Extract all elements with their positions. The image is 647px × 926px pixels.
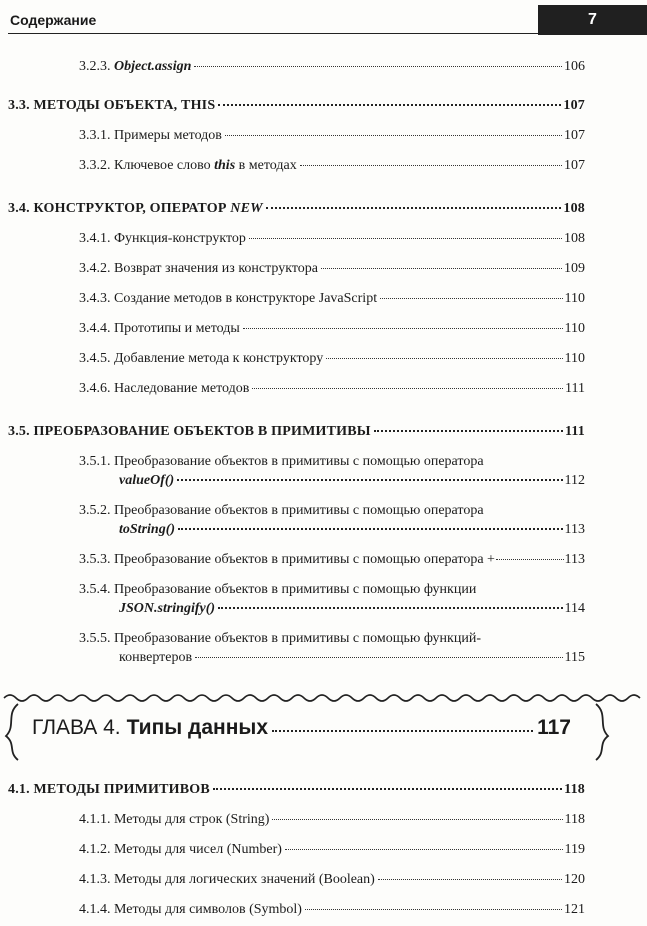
entry-title: Создание методов в конструкторе JavaScript	[114, 291, 378, 306]
toc-entry-3-4-3[interactable]	[79, 290, 585, 308]
toc-section-3-3[interactable]	[8, 97, 585, 115]
dot-leader	[249, 238, 562, 239]
dot-leader	[380, 298, 562, 299]
section-title: МЕТОДЫ ОБЪЕКТА, THIS	[33, 98, 216, 113]
dot-leader	[321, 268, 562, 269]
toc-section-3-5[interactable]	[8, 423, 585, 441]
dot-leader	[213, 788, 562, 790]
dot-leader	[252, 388, 563, 389]
dot-leader	[300, 165, 562, 166]
entry-number: 4.1.2.	[79, 842, 111, 857]
entry-number: 3.4.3.	[79, 291, 111, 306]
entry-page: 110	[564, 291, 585, 306]
entry-page: 107	[564, 128, 585, 143]
chapter-page: 117	[537, 715, 571, 739]
entry-page: 119	[564, 842, 585, 857]
entry-number: 3.5.3.	[79, 552, 111, 567]
entry-title: Функция-конструктор	[114, 231, 246, 246]
dot-leader	[177, 479, 562, 481]
entry-page: 114	[564, 601, 585, 616]
section-number: 3.5.	[8, 424, 30, 439]
chapter-heading[interactable]	[8, 700, 577, 755]
entry-title-line1: Преобразование объектов в примитивы с помощью функции	[114, 582, 477, 597]
dot-leader	[326, 358, 562, 359]
entry-title: Добавление метода к конструктору	[114, 351, 324, 366]
entry-page: 118	[564, 812, 585, 827]
toc-entry-3-3-1[interactable]	[79, 127, 585, 145]
dot-leader	[266, 207, 562, 209]
dot-leader	[272, 730, 533, 732]
entry-number: 3.5.2.	[79, 503, 111, 518]
toc-entry-4-1-2[interactable]	[79, 841, 585, 859]
entry-number: 3.3.1.	[79, 128, 111, 143]
dot-leader	[496, 559, 564, 560]
entry-title: Object.assign	[114, 59, 192, 74]
entry-title-start: Ключевое слово	[114, 158, 211, 173]
toc-entry-3-3-2[interactable]	[79, 157, 585, 175]
entry-keyword: this	[214, 158, 236, 173]
entry-page: 121	[564, 902, 585, 917]
page-number-box	[538, 5, 647, 35]
dot-leader	[272, 819, 562, 820]
entry-title-line1: Преобразование объектов в примитивы с помощью функций-	[114, 631, 481, 646]
section-number: 3.3.	[8, 98, 30, 113]
section-number: 3.4.	[8, 201, 30, 216]
entry-title: Методы для символов (Symbol)	[114, 902, 302, 917]
entry-number: 3.5.4.	[79, 582, 111, 597]
entry-number: 3.5.1.	[79, 454, 111, 469]
running-header-title: Содержание	[10, 12, 97, 28]
entry-number: 4.1.1.	[79, 812, 111, 827]
section-title: ПРЕОБРАЗОВАНИЕ ОБЪЕКТОВ В ПРИМИТИВЫ	[33, 424, 371, 439]
dot-leader	[218, 607, 562, 609]
entry-page: 113	[564, 522, 585, 537]
entry-title-line1: Преобразование объектов в примитивы с помощью оператора	[114, 503, 484, 518]
section-title: КОНСТРУКТОР, ОПЕРАТОР	[33, 201, 227, 216]
entry-page: 115	[564, 650, 585, 665]
entry-page: 112	[564, 473, 585, 488]
entry-number: 3.4.5.	[79, 351, 111, 366]
entry-title-line1: Преобразование объектов в примитивы с помощью оператора	[114, 454, 484, 469]
entry-title-line2: toString()	[119, 522, 176, 537]
toc-entry-3-4-2[interactable]	[79, 260, 585, 278]
toc-entry-3-4-4[interactable]	[79, 320, 585, 338]
section-page: 118	[564, 782, 585, 797]
dot-leader	[378, 879, 562, 880]
entry-page: 110	[564, 351, 585, 366]
dot-leader	[305, 909, 562, 910]
page-number: 7	[588, 11, 597, 28]
entry-title: Возврат значения из конструктора	[114, 261, 318, 276]
header-rule	[8, 33, 542, 34]
entry-number: 3.4.6.	[79, 381, 111, 396]
entry-title: Методы для логических значений (Boolean)	[114, 872, 375, 887]
toc-entry-3-4-5[interactable]	[79, 350, 585, 368]
entry-title: Преобразование объектов в примитивы с помощью оператора +	[114, 552, 495, 567]
toc-entry-3-5-2[interactable]	[79, 501, 585, 539]
entry-number: 3.3.2.	[79, 158, 111, 173]
entry-page: 120	[564, 872, 585, 887]
entry-page: 108	[564, 231, 585, 246]
entry-title: Наследование методов	[114, 381, 250, 396]
dot-leader	[195, 657, 562, 658]
toc-entry-3-2-3[interactable]	[79, 58, 585, 76]
entry-page: 106	[564, 59, 585, 74]
dot-leader	[285, 849, 563, 850]
entry-page: 109	[564, 261, 585, 276]
dot-leader	[218, 104, 561, 106]
toc-entry-3-5-5[interactable]	[79, 629, 585, 667]
entry-number: 3.2.3.	[79, 59, 111, 74]
toc-entry-4-1-4[interactable]	[79, 901, 585, 919]
entry-title-line2: valueOf()	[119, 473, 175, 488]
toc-entry-3-4-1[interactable]	[79, 230, 585, 248]
entry-page: 111	[565, 381, 585, 396]
section-page: 111	[564, 424, 585, 439]
toc-entry-4-1-3[interactable]	[79, 871, 585, 889]
section-page: 108	[563, 201, 585, 216]
dot-leader	[374, 430, 563, 432]
entry-title: Прототипы и методы	[114, 321, 240, 336]
dot-leader	[243, 328, 563, 329]
entry-number: 4.1.3.	[79, 872, 111, 887]
section-number: 4.1.	[8, 782, 30, 797]
entry-number: 3.4.2.	[79, 261, 111, 276]
entry-title-line2: JSON.stringify()	[119, 601, 216, 616]
entry-number: 3.4.1.	[79, 231, 111, 246]
entry-title: Методы для чисел (Number)	[114, 842, 282, 857]
entry-page: 110	[564, 321, 585, 336]
entry-number: 4.1.4.	[79, 902, 111, 917]
entry-title-end: в методах	[238, 158, 297, 173]
dot-leader	[194, 66, 562, 67]
toc-entry-3-5-3[interactable]	[79, 551, 585, 569]
chapter-label: ГЛАВА 4.	[32, 715, 121, 739]
entry-number: 3.4.4.	[79, 321, 111, 336]
dot-leader	[178, 528, 563, 530]
toc-entry-3-5-4[interactable]	[79, 580, 585, 618]
toc-entry-3-5-1[interactable]	[79, 452, 585, 490]
chapter-title: Типы данных	[126, 715, 269, 739]
entry-page: 107	[564, 158, 585, 173]
toc-entry-4-1-1[interactable]	[79, 811, 585, 829]
section-keyword: NEW	[230, 201, 263, 216]
section-title: МЕТОДЫ ПРИМИТИВОВ	[33, 782, 210, 797]
entry-title: Методы для строк (String)	[114, 812, 270, 827]
entry-page: 113	[564, 552, 585, 567]
entry-number: 3.5.5.	[79, 631, 111, 646]
toc-entry-3-4-6[interactable]	[79, 380, 585, 398]
section-page: 107	[563, 98, 585, 113]
toc-section-4-1[interactable]	[8, 781, 585, 799]
dot-leader	[225, 135, 562, 136]
entry-title-line2: конвертеров	[119, 650, 193, 665]
toc-section-3-4[interactable]	[8, 200, 585, 218]
entry-title: Примеры методов	[114, 128, 222, 143]
